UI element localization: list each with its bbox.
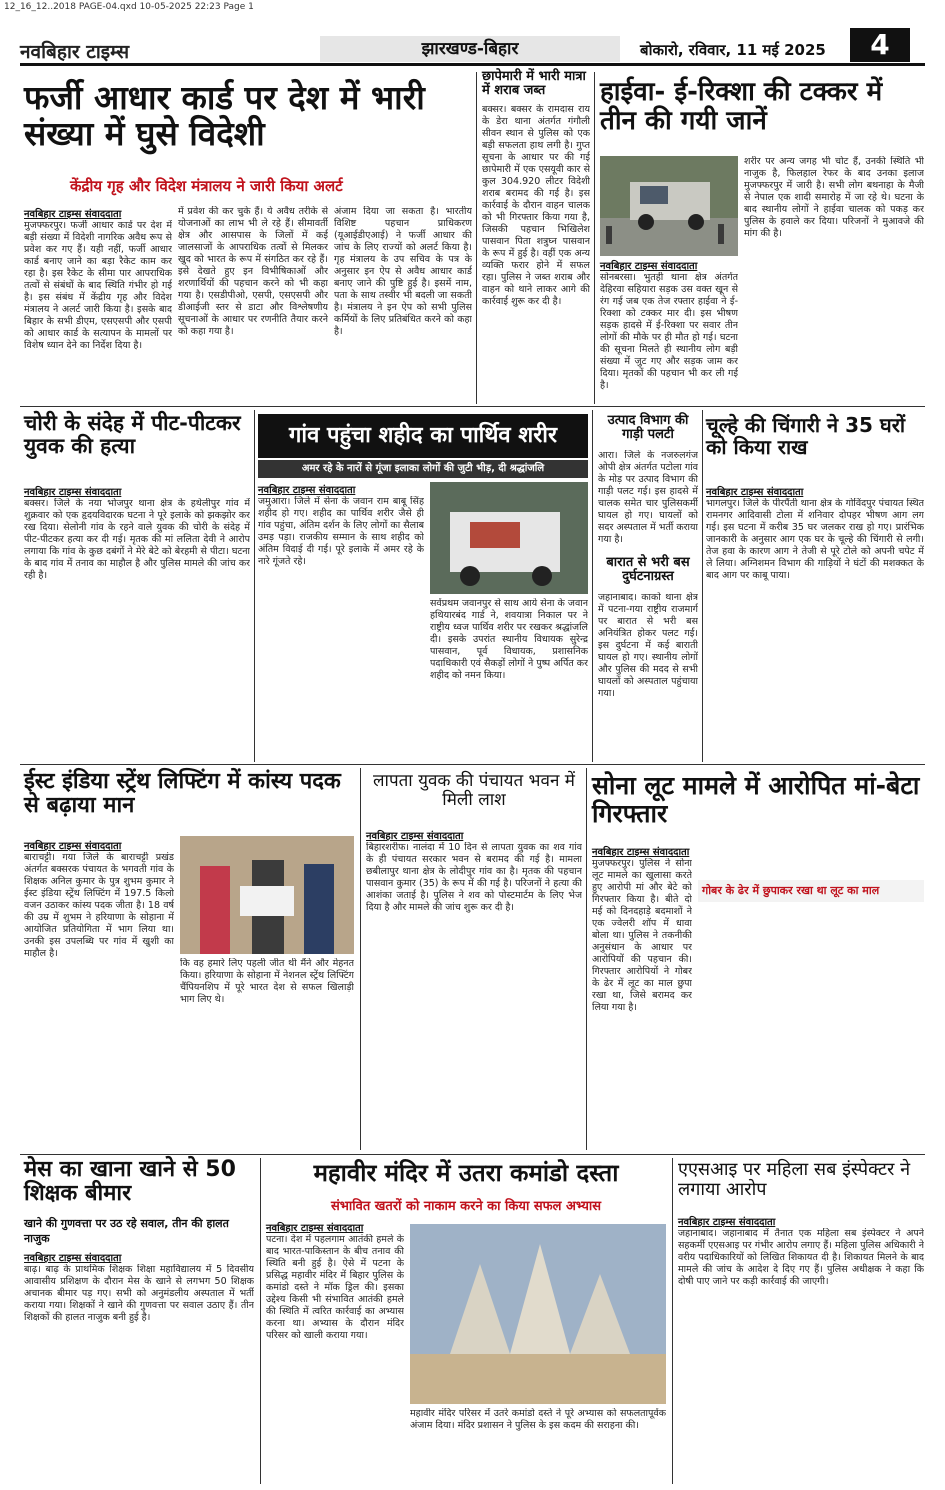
story8-body: भागलपुर। जिले के पीरपैंती थाना क्षेत्र के गोविंदपुर पंचायत स्थित रामनगर आदिवासी टोला में शनिवार दोपहर भीषण आग लग गई। इस घटना में करीब 35 घर जलकर राख हो गए। प्रारंभिक जानकारी के अनुसार आग एक घर के चूल्हे की चिंगारी से लगी। तेज हवा के कारण आग ने तेजी से पूरे टोले को अपनी चपेट में ले लिया। अग्निशमन विभाग की गाड़ियों ने घंटों की मशक्कत के बाद आग पर काबू पाया। <box>706 498 924 581</box>
story1-col3: अंजाम दिया जा सकता है। भारतीय विशिष्ट पहचान प्राधिकरण (यूआईडीएआई) ने फर्जी आधार की जांच के लिए राज्यों को अलर्ट किया है। गृह मंत्रालय के उप सचिव के पत्र के अनुसार इन ऐप से अवैध आधार कार्ड बनाए जाने की पुष्टि हुई है। इसमें नाम, पता के साथ तस्वीर भी बदली जा सकती है। मंत्रालय ने इन ऐप को सभी पुलिस कर्मियों के लिए प्रतिबंधित करने को कहा है। <box>334 206 472 337</box>
section-rule <box>20 764 925 765</box>
story5-body2: सर्वप्रथम जवानपुर से साथ आये सेना के जवान हथियारबंद गार्ड ने, शवयात्रा निकाल पर ने राष्ट्रीय ध्वज पार्थिव शरीर पर रखकर श्रद्धांजलि दी। इसके उपरांत स्थानीय विधायक सुरेन्द्र पासवान, पूर्व विधायक, प्रशासनिक पदाधिकारी एवं सैकड़ों लोगों ने पुष्प अर्पित कर शहीद को नमन किया। <box>430 598 588 681</box>
story5-body1: जमुआरा। जिले में सेना के जवान राम बाबू सिंह शहीद हो गए। शहीद का पार्थिव शरीर जैसे ही गांव पहुंचा, अंतिम दर्शन के लिए लोगों का सैलाब उमड़ पड़ा। राजकीय सम्मान के साथ शहीद को अंतिम विदाई दी गई। पूरे इलाके में अमर रहे के नारे गूंजते रहे। <box>258 496 424 567</box>
story10-byline: नवबिहार टाइम्स संवाददाता <box>366 831 464 842</box>
story13-body: पटना। देश में पहलगाम आतंकी हमले के बाद भारत-पाकिस्तान के बीच तनाव की स्थिति बनी हुई है। ऐसे में पटना के प्रसिद्ध महावीर मंदिर में बिहार पुलिस के कमांडो दस्ते ने मॉक ड्रिल की। इसका उद्देश्य किसी भी संभावित आतंकी हमले की स्थिति में त्वरित कार्रवाई का अभ्यास करना था। अभ्यास के दौरान मंदिर परिसर को खाली कराया गया। <box>266 1234 404 1341</box>
story5-photo-caption: अमर रहे के नारों से गूंजा इलाका लोगों की जुटी भीड़, दी श्रद्धांजलि <box>258 460 588 478</box>
story14-byline: नवबिहार टाइम्स संवाददाता <box>678 1217 776 1228</box>
story6-headline: उत्पाद विभाग की गाड़ी पलटी <box>607 413 689 443</box>
story3-body1: सोनबरसा। भुतही थाना क्षेत्र अंतर्गत देहिरवा सहियारा सड़क उस वक्त खून से रंग गई जब एक तेज रफ्तार हाईवा ने ई-रिक्शा को टक्कर मार दी। इस भीषण सड़क हादसे में ई-रिक्शा पर सवार तीन लोगों की मौके पर ही मौत हो गई। घटना की सूचना मिलते ही स्थानीय लोग बड़ी संख्या में जुट गए और सड़क जाम कर दिया। मृतकों की पहचान भी कर ली गई है। <box>600 272 738 391</box>
column-rule <box>586 768 587 1150</box>
column-rule <box>702 410 703 762</box>
page-number: 4 <box>850 28 910 62</box>
dateline: बोकारो, रविवार, 11 मई 2025 <box>640 41 826 59</box>
story2-headline: छापेमारी में भारी मात्रा में शराब जब्त <box>482 69 586 99</box>
story13-body2: महावीर मंदिर परिसर में उतरे कमांडो दस्ते ने पूरे अभ्यास को सफलतापूर्वक अंजाम दिया। मंदिर प्रशासन ने पुलिस के इस कदम की सराहना की। <box>410 1408 666 1431</box>
story7-body: जहानाबाद। काको थाना क्षेत्र में पटना-गया राष्ट्रीय राजमार्ग पर बारात से भरी बस अनियंत्रित होकर पलट गई। इस दुर्घटना में कई बाराती घायल हो गए। स्थानीय लोगों और पुलिस की मदद से सभी घायलों को अस्पताल पहुंचाया गया। <box>598 592 698 699</box>
story4-headline: चोरी के संदेह में पीट-पीटकर युवक की हत्या <box>24 411 241 459</box>
truck-scene-image <box>600 156 738 256</box>
story1-subhead: केंद्रीय गृह और विदेश मंत्रालय ने जारी किया अलर्ट <box>70 177 343 195</box>
story10-headline: लापता युवक की पंचायत भवन में मिली लाश <box>373 771 575 810</box>
story10-body: बिहारशरीफ। नालंदा में 10 दिन से लापता युवक का शव गांव के ही पंचायत सरकार भवन से बरामद की गई है। मामला छबीलापुर थाना क्षेत्र के लोदीपुर गांव का है। मृतक की पहचान पासवान कुमार (35) के रूप में की गई है। परिजनों ने हत्या की आशंका जताई है। पुलिस ने शव को पोस्टमार्टम के लिए भेज दिया है और मामले की जांच शुरू कर दी है। <box>366 842 582 913</box>
story13-subhead: संभावित खतरों को नाकाम करने का किया सफल अभ्यास <box>330 1199 602 1214</box>
paper-name: नवबिहार टाइम्स <box>20 41 130 63</box>
story9-body: बाराचट्टी। गया जिले के बाराचट्टी प्रखंड अंतर्गत बक्सरक पंचायत के भगवती गांव के शिक्षक अनिल कुमार के पुत्र शुभम कुमार ने ईस्ट इंडिया स्ट्रेंथ लिफ्टिंग में 197.5 किलो वजन उठाकर कांस्य पदक जीता है। 18 वर्ष की उम्र में शुभम ने हरियाणा के सोहाना में आयोजित प्रतियोगिता में भाग लिया था। उनकी इस उपलब्धि पर गांव में खुशी का माहौल है। <box>24 852 174 959</box>
column-rule <box>476 72 477 404</box>
story1-col2: में प्रवेश की कर चुके हैं। ये अवैध तरीके से योजनाओं का लाभ भी ले रहे हैं। सीमावर्ती क्षेत्र और आसपास के जिलों में कई जालसाजों के आपराधिक तत्वों से मिलकर खुद को भारत के रूप में संगठित कर रहे हैं। इसे देखते हुए इन विभीषिकाओं और शरणार्थियों की पहचान करने को भी कहा गया है। एसडीपीओ, एसपी, एसएसपी और डीआईजी स्तर से डाटा और विश्लेषणीय सूचनाओं के आधार पर रणनीति तैयार करने को कहा गया है। <box>178 206 328 337</box>
column-rule <box>592 410 593 762</box>
medal-photo <box>180 836 354 954</box>
column-rule <box>360 768 361 1150</box>
funeral-photo <box>430 482 588 594</box>
funeral-procession-image <box>430 482 588 594</box>
column-rule <box>594 72 595 404</box>
column-rule <box>672 1158 673 1484</box>
story9-headline: ईस्ट इंडिया स्ट्रेंथ लिफ्टिंग में कांस्य पदक से बढ़ाया मान <box>24 769 341 819</box>
story11-inset-box <box>698 880 924 902</box>
story12-subhead: खाने की गुणवत्ता पर उठ रहे सवाल, तीन की हालत नाजुक <box>24 1217 229 1245</box>
story3-headline: हाईवा- ई-रिक्शा की टक्कर में तीन की गयी जानें <box>600 77 883 136</box>
story12-byline: नवबिहार टाइम्स संवाददाता <box>24 1253 122 1264</box>
story12-headline: मेस का खाना खाने से 50 शिक्षक बीमार <box>24 1157 236 1207</box>
story14-headline: एएसआइ पर महिला सब इंस्पेक्टर ने लगाया आरोप <box>678 1159 911 1200</box>
award-ceremony-image <box>180 836 354 954</box>
story4-body: बक्सर। जिले के नया भोजपुर थाना क्षेत्र के हथेलीपुर गांव में शुक्रवार को एक हृदयविदारक घटना ने पूरे इलाके को झकझोर कर रख दिया। सेलोनी गांव के रहने वाले युवक की चोरी के संदेह में पीट-पीटकर हत्या कर दी गई। मृतक की मां ललिता देवी ने आरोप लगाया कि गांव के कुछ दबंगों ने मेरे बेटे को बेरहमी से पीटा। घटना के बाद गांव में तनाव का माहौल है और पुलिस मामले की जांच कर रही है। <box>24 498 250 581</box>
column-rule <box>254 410 255 762</box>
story6-body: आरा। जिले के नजरुलगंज ओपी क्षेत्र अंतर्गत पटोला गांव के मोड़ पर उत्पाद विभाग की गाड़ी पलट गई। इस हादसे में चालक समेत चार पुलिसकर्मी घायल हो गए। घायलों को सदर अस्पताल में भर्ती कराया गया है। <box>598 450 698 545</box>
story9-photo-caption: कि वह हमारे लिए पहली जीत थी मैंने और मेहनत किया। हरियाणा के सोहाना में नेशनल स्ट्रेंथ लिफ्टिंग चैंपियनशिप में पूरे भारत देश से सफल खिलाड़ी भाग लिए थे। <box>180 958 354 1005</box>
story14-body: जहानाबाद। जहानाबाद में तैनात एक महिला सब इंस्पेक्टर ने अपने सहकर्मी एएसआइ पर गंभीर आरोप लगाए हैं। महिला पुलिस अधिकारी ने वरीय पदाधिकारियों को लिखित शिकायत दी है। शिकायत मिलने के बाद मामले की जांच के आदेश दे दिए गए हैं। पुलिस अधीक्षक ने कहा कि दोषी पाए जाने पर कड़ी कार्रवाई की जाएगी। <box>678 1228 924 1287</box>
section-title: झारखण्ड-बिहार <box>320 36 620 62</box>
story3-body2: शरीर पर अन्य जगह भी चोट हैं, उनकी स्थिति भी नाजुक है, फिलहाल रेफर के बाद उनका इलाज मुजफ्फरपुर में जारी है। सभी लोग बथनाहा के मैजी से नेपाल एक शादी समारोह में जा रहे थे। घटना के बाद स्थानीय लोगों ने हाईवा चालक को पकड़ कर पुलिस के हवाले कर दिया। परिजनों ने मुआवजे की मांग की है। <box>744 156 924 239</box>
section-rule <box>20 1154 925 1155</box>
story11-inset-text: गोबर के ढेर में छुपाकर रखा था लूट का माल <box>702 884 880 897</box>
story11-body: मुजफ्फरपुर। पुलिस ने सोना लूट मामले का खुलासा करते हुए आरोपी मां और बेटे को गिरफ्तार किया है। बीते दो मई को दिनदहाड़े बदमाशों ने एक ज्वेलरी शॉप में धावा बोला था। पुलिस ने तकनीकी अनुसंधान के आधार पर आरोपियों की पहचान की। गिरफ्तार आरोपियों ने गोबर के ढेर में लूट का माल छुपा रखा था, जिसे बरामद कर लिया गया है। <box>592 858 692 1013</box>
story1-byline: नवबिहार टाइम्स संवाददाता <box>24 209 122 220</box>
story13-byline: नवबिहार टाइम्स संवाददाता <box>266 1223 364 1234</box>
story8-byline: नवबिहार टाइम्स संवाददाता <box>706 487 804 498</box>
masthead <box>20 28 925 66</box>
accident-photo <box>600 156 738 256</box>
story5-byline: नवबिहार टाइम्स संवाददाता <box>258 485 356 496</box>
story3-byline: नवबिहार टाइम्स संवाददाता <box>600 261 698 272</box>
story12-body: बाढ़। बाढ़ के प्राथमिक शिक्षक शिक्षा महाविद्यालय में 5 दिवसीय आवासीय प्रशिक्षण के दौरान मेस के खाने से लगभग 50 शिक्षक अचानक बीमार पड़ गए। सभी को अनुमंडलीय अस्पताल में भर्ती कराया गया। शिक्षकों ने खाने की गुणवत्ता पर सवाल उठाए हैं। तीन शिक्षकों की हालत नाजुक बनी हुई है। <box>24 1264 254 1323</box>
story5-headline: गांव पहुंचा शहीद का पार्थिव शरीर <box>258 414 588 458</box>
story7-headline: बारात से भरी बस दुर्घटनाग्रस्त <box>606 555 690 585</box>
section-rule <box>20 406 925 407</box>
story1-col1: मुजफ्फरपुर। फर्जी आधार कार्ड पर देश में बड़ी संख्या में विदेशी नागरिक अवैध रूप से प्रवेश कर गए हैं। यही नहीं, फर्जी आधार कार्ड बनाए जाने का बड़ा रैकेट काम कर रहा है। इस रैकेट के सीमा पार आपराधिक तत्वों से संबंधों के बाद स्थिति गंभीर हो गई है। इस संबंध में केंद्रीय गृह और विदेश मंत्रालय ने अलर्ट जारी किया है। इसके बाद बिहार के सभी डीएम, एसएसपी और एसपी को आधार कार्ड के सत्यापन के मामलों पर विशेष ध्यान देने का निर्देश दिया है। <box>24 220 172 351</box>
story9-byline: नवबिहार टाइम्स संवाददाता <box>24 841 122 852</box>
temple-photo <box>410 1224 666 1404</box>
story4-byline: नवबिहार टाइम्स संवाददाता <box>24 487 122 498</box>
story1-headline: फर्जी आधार कार्ड पर देश में भारी संख्या में घुसे विदेशी <box>24 78 425 154</box>
story2-body: बक्सर। बक्सर के रामदास राय के डेरा थाना अंतर्गत गंगौली सीवन स्थान से पुलिस को एक बड़ी सफलता हाथ लगी है। गुप्त सूचना के आधार पर की गई छापेमारी में एक एसयूवी कार से कुल 304.920 लीटर विदेशी शराब बरामद की गई है। इस कार्रवाई के दौरान वाहन चालक को भी गिरफ्तार किया गया है, जिसकी पहचान भिखिलेश पासवान पिता शत्रुघ्न पासवान के रूप में हुई है। वहीं एक अन्य व्यक्ति फरार होने में सफल रहा। पुलिस ने जब्त शराब और वाहन को थाने लाकर आगे की कार्रवाई शुरू कर दी है। <box>482 104 590 307</box>
story11-byline: नवबिहार टाइम्स संवाददाता <box>592 847 690 858</box>
story8-headline: चूल्हे की चिंगारी ने 35 घरों को किया राख <box>706 413 906 459</box>
temple-image <box>410 1224 666 1404</box>
story13-headline: महावीर मंदिर में उतरा कमांडो दस्ता <box>313 1159 619 1187</box>
column-rule <box>260 1158 261 1484</box>
print-slug: 12_16_12..2018 PAGE-04.qxd 10-05-2025 22:23 Page 1 <box>4 2 254 12</box>
story11-headline: सोना लूट मामले में आरोपित मां-बेटा गिरफ्तार <box>592 771 920 828</box>
